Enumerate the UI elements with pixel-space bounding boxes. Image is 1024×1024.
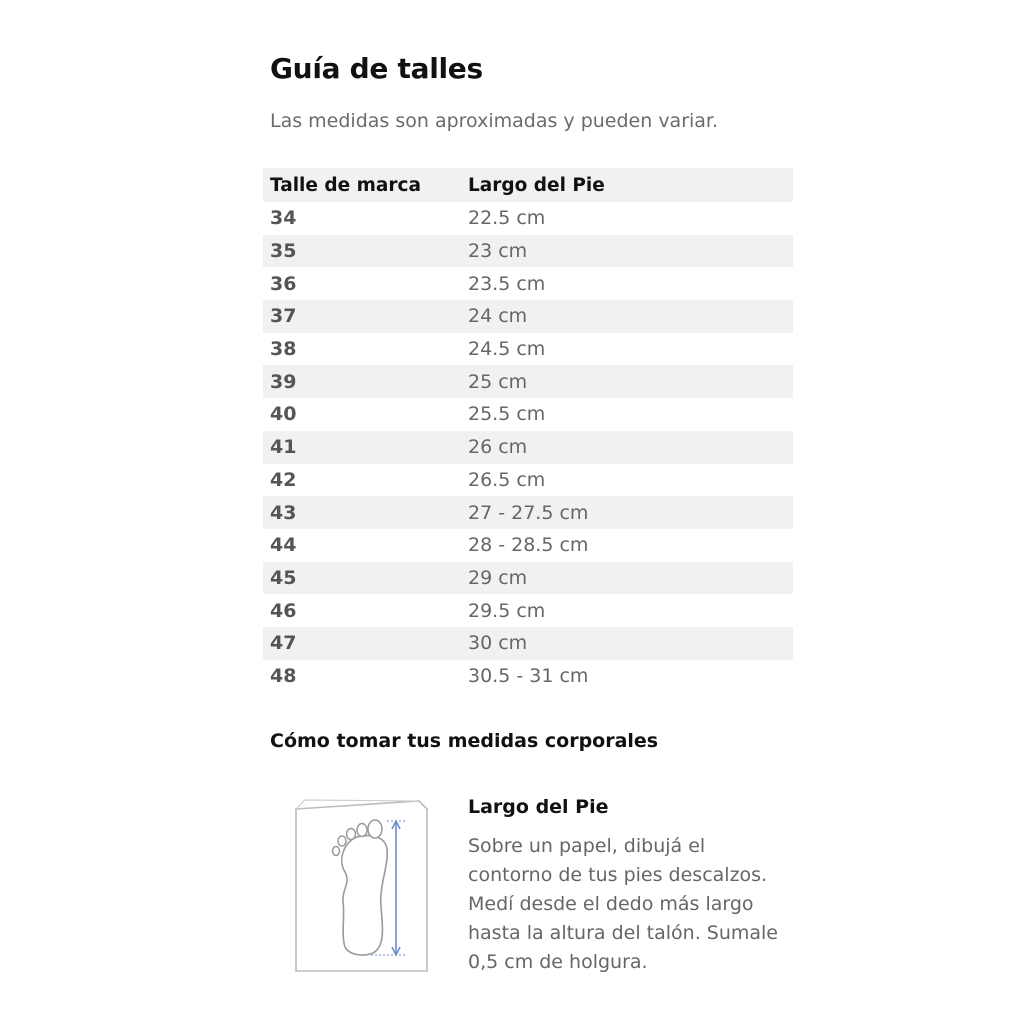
cell-foot-length: 29 cm (468, 566, 528, 589)
table-row (263, 398, 793, 431)
cell-foot-length: 30.5 - 31 cm (468, 664, 589, 687)
measure-item-text: Sobre un papel, dibujá el contorno de tus pies descalzos. Medí desde el dedo más largo hasta la altura del talón. Sumale 0,5 cm de holgura. (468, 835, 778, 973)
cell-foot-length: 29.5 cm (468, 599, 546, 622)
cell-brand-size: 35 (270, 240, 297, 263)
cell-brand-size: 37 (270, 305, 297, 328)
table-row (263, 365, 793, 398)
table-row (263, 562, 793, 595)
cell-brand-size: 41 (270, 436, 297, 459)
cell-foot-length: 23.5 cm (468, 272, 546, 295)
cell-foot-length: 24.5 cm (468, 338, 546, 361)
cell-foot-length: 24 cm (468, 305, 528, 328)
measure-item-title: Largo del Pie (468, 796, 609, 818)
cell-brand-size: 42 (270, 468, 297, 491)
cell-brand-size: 36 (270, 272, 297, 295)
cell-brand-size: 40 (270, 403, 297, 426)
cell-foot-length: 28 - 28.5 cm (468, 534, 589, 557)
cell-brand-size: 46 (270, 599, 297, 622)
cell-brand-size: 47 (270, 632, 297, 655)
foot-on-paper-icon (293, 797, 431, 975)
cell-foot-length: 26.5 cm (468, 468, 546, 491)
table-row (263, 333, 793, 366)
table-row (263, 235, 793, 268)
size-table (263, 168, 793, 692)
table-row (263, 529, 793, 562)
table-row (263, 594, 793, 627)
cell-brand-size: 34 (270, 207, 297, 230)
table-row (263, 496, 793, 529)
header-foot-length: Largo del Pie (468, 174, 605, 196)
table-row (263, 660, 793, 693)
table-row (263, 627, 793, 660)
cell-foot-length: 26 cm (468, 436, 528, 459)
cell-brand-size: 45 (270, 566, 297, 589)
table-row (263, 267, 793, 300)
cell-brand-size: 39 (270, 370, 297, 393)
cell-brand-size: 48 (270, 664, 297, 687)
cell-foot-length: 25.5 cm (468, 403, 546, 426)
cell-brand-size: 43 (270, 501, 297, 524)
cell-foot-length: 22.5 cm (468, 207, 546, 230)
table-row (263, 202, 793, 235)
page-title: Guía de talles (270, 52, 483, 85)
table-header (263, 168, 793, 202)
cell-foot-length: 25 cm (468, 370, 528, 393)
header-brand-size: Talle de marca (270, 174, 421, 196)
section-heading: Cómo tomar tus medidas corporales (270, 730, 659, 752)
cell-brand-size: 38 (270, 338, 297, 361)
table-row (263, 431, 793, 464)
cell-brand-size: 44 (270, 534, 297, 557)
page-subtitle: Las medidas son aproximadas y pueden variar. (270, 110, 719, 132)
cell-foot-length: 27 - 27.5 cm (468, 501, 589, 524)
cell-foot-length: 30 cm (468, 632, 528, 655)
cell-foot-length: 23 cm (468, 240, 528, 263)
table-row (263, 300, 793, 333)
table-row (263, 464, 793, 497)
